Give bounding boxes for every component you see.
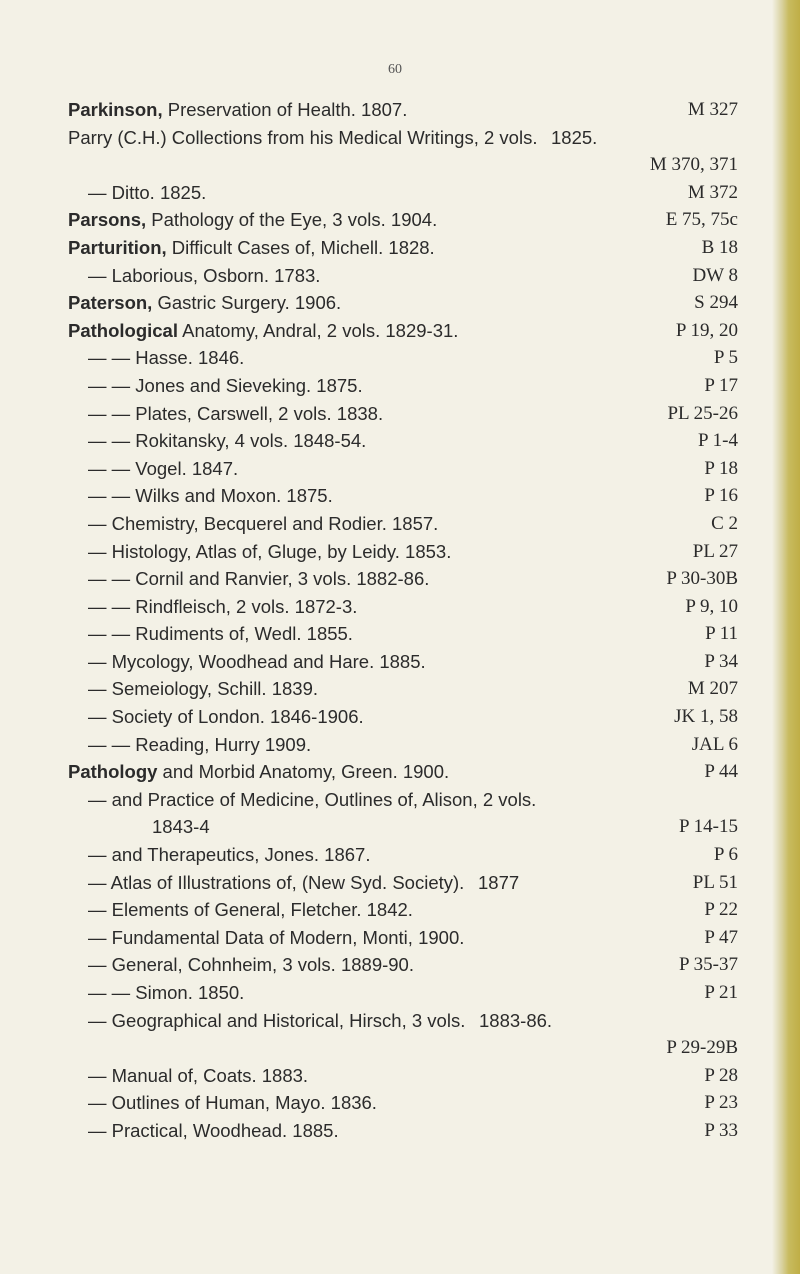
entry-body: — — Hasse. 1846.: [88, 347, 245, 369]
index-entry: [0, 1062, 790, 1090]
entry-heading: Parsons,: [68, 209, 147, 231]
entry-text: [88, 869, 464, 898]
entry-text: [88, 786, 536, 815]
entry-heading: Parturition,: [68, 236, 167, 258]
entry-text: [68, 96, 407, 125]
entry-body: — Manual of, Coats. 1883.: [88, 1064, 309, 1086]
entry-body: — General, Cohnheim, 3 vols. 1889-90.: [88, 954, 414, 976]
index-entry: [0, 96, 790, 124]
index-entry: [0, 179, 790, 207]
entry-body: — — Cornil and Ranvier, 3 vols. 1882-86.: [88, 568, 430, 590]
entry-shelfmark: P 29-29B: [666, 1037, 738, 1059]
index-entry: [0, 372, 790, 400]
entry-shelfmark: PL 25-26: [667, 402, 738, 424]
entry-text: [68, 206, 437, 235]
entry-text: [88, 179, 206, 208]
entry-text: [68, 124, 537, 153]
entry-shelfmark: M 327: [687, 99, 738, 120]
entry-body: — — Reading, Hurry 1909.: [88, 733, 312, 755]
index-entry: [0, 1089, 790, 1117]
index-entry: [0, 510, 790, 538]
entry-shelfmark: C 2: [711, 512, 738, 534]
entry-body: — Mycology, Woodhead and Hare. 1885.: [88, 650, 426, 672]
entry-shelfmark: P 30-30B: [666, 568, 738, 590]
entry-text: [88, 510, 438, 539]
index-entry: [0, 951, 790, 979]
entry-shelfmark: P 18: [704, 457, 738, 479]
entry-shelfmark: S 294: [694, 292, 738, 314]
entry-body: — Histology, Atlas of, Gluge, by Leidy. 1853.: [88, 540, 452, 562]
entry-text: [88, 620, 353, 649]
entry-shelfmark: M 207: [687, 678, 738, 700]
entry-shelfmark: PL 27: [692, 540, 738, 562]
entry-heading: Pathology: [68, 761, 158, 783]
entry-text: [68, 317, 458, 346]
entry-text: [68, 234, 435, 263]
index-entry: [0, 427, 790, 455]
index-entry: [0, 565, 790, 593]
entry-shelfmark: P 5: [713, 347, 738, 369]
entry-shelfmark: P 47: [704, 926, 738, 948]
entry-shelfmark: P 16: [704, 485, 738, 507]
entry-shelfmark: P 11: [705, 623, 738, 645]
entry-shelfmark: P 33: [704, 1119, 738, 1141]
index-entry: [0, 841, 790, 869]
entry-shelfmark: E 75, 75c: [665, 209, 738, 231]
entry-shelfmark: M 370, 371: [649, 154, 738, 176]
entry-shelfmark: P 22: [704, 899, 738, 921]
entry-shelfmark: M 372: [687, 181, 738, 203]
entry-text: [88, 896, 413, 925]
entry-text: [88, 538, 451, 567]
entry-text: [88, 703, 364, 732]
entry-shelfmark: P 9, 10: [685, 595, 738, 617]
index-entry: [0, 593, 790, 621]
index-entry: [0, 455, 790, 483]
entry-body: — Elements of General, Fletcher. 1842.: [88, 899, 413, 921]
entry-text: [88, 1089, 377, 1118]
entry-body: — — Jones and Sieveking. 1875.: [88, 374, 363, 396]
entry-shelfmark: P 1-4: [698, 430, 738, 452]
entry-body: — and Practice of Medicine, Outlines of, Alison, 2 vols.: [88, 788, 537, 810]
entry-shelfmark: P 14-15: [679, 816, 738, 838]
entry-body: — and Therapeutics, Jones. 1867.: [88, 844, 371, 866]
entry-text: [68, 289, 341, 318]
entry-body: Pathology of the Eye, 3 vols. 1904.: [146, 209, 438, 231]
index-entry: [0, 620, 790, 648]
index-entry: [0, 234, 790, 262]
index-entry: [0, 731, 790, 759]
entry-date: 1883-86.: [479, 1009, 553, 1031]
entry-body: — Chemistry, Becquerel and Rodier. 1857.: [88, 512, 439, 534]
entry-text: [88, 841, 370, 870]
entry-text: [88, 1117, 339, 1146]
index-entry: [0, 482, 790, 510]
index-entry: [0, 1007, 790, 1035]
entry-shelfmark: JAL 6: [691, 733, 738, 755]
entry-text: [88, 565, 429, 594]
entry-shelfmark: P 34: [704, 650, 738, 672]
entry-text: [88, 1007, 465, 1036]
entry-text: [88, 455, 238, 484]
entry-body: — — Rokitansky, 4 vols. 1848-54.: [88, 430, 367, 452]
index-entry: [0, 1117, 790, 1145]
entry-shelfmark: P 6: [713, 844, 738, 866]
entry-shelfmark: P 21: [704, 982, 738, 1003]
entry-body: Preservation of Health. 1807.: [162, 99, 408, 120]
index-entry: [0, 869, 790, 897]
index-entry: [0, 896, 790, 924]
index-entry: [0, 151, 790, 179]
entry-text: [88, 979, 244, 1008]
entry-body: — Atlas of Illustrations of, (New Syd. Society).: [88, 871, 465, 893]
index-entry: [0, 648, 790, 676]
entry-body: Anatomy, Andral, 2 vols. 1829-31.: [178, 319, 459, 341]
entry-body: — — Plates, Carswell, 2 vols. 1838.: [88, 402, 384, 424]
entry-text: [88, 648, 426, 677]
index-entry: [0, 538, 790, 566]
entry-body: — — Rindfleisch, 2 vols. 1872-3.: [88, 595, 358, 617]
index-entry: [0, 1034, 790, 1062]
entry-body: — Geographical and Historical, Hirsch, 3 vols.: [88, 1009, 466, 1031]
entry-text: [88, 924, 464, 953]
page-number: 60: [388, 62, 402, 77]
index-entry: [0, 924, 790, 952]
entry-heading: Pathological: [68, 319, 178, 341]
entry-body: — Society of London. 1846-1906.: [88, 706, 364, 728]
entry-body: and Morbid Anatomy, Green. 1900.: [157, 761, 450, 783]
entry-text: [88, 675, 318, 704]
entry-text: [88, 951, 414, 980]
entry-body: — — Rudiments of, Wedl. 1855.: [88, 623, 353, 645]
entry-body: — — Simon. 1850.: [88, 982, 245, 1003]
entry-text: [88, 344, 244, 373]
entry-shelfmark: PL 51: [692, 871, 738, 893]
entry-shelfmark: P 23: [704, 1092, 738, 1114]
index-entry: [0, 786, 790, 814]
entry-body: — — Wilks and Moxon. 1875.: [88, 485, 333, 507]
entry-body: — — Vogel. 1847.: [88, 457, 239, 479]
entry-shelfmark: DW 8: [692, 264, 738, 286]
index-entry: [0, 813, 790, 841]
entry-shelfmark: P 35-37: [679, 954, 738, 976]
entry-date: 1825.: [551, 126, 598, 148]
index-entry: [0, 344, 790, 372]
entry-body: — Laborious, Osborn. 1783.: [88, 264, 321, 286]
index-entry: [0, 400, 790, 428]
entry-body: Gastric Surgery. 1906.: [152, 292, 342, 314]
entry-text: [88, 482, 333, 511]
entry-shelfmark: JK 1, 58: [674, 706, 738, 728]
index-entry: [0, 206, 790, 234]
entry-shelfmark: P 17: [704, 374, 738, 396]
entry-body: — Ditto. 1825.: [88, 181, 207, 203]
entry-date: 1877: [478, 871, 520, 893]
entry-text: [68, 758, 449, 787]
index-entry: [0, 703, 790, 731]
entry-body: — Fundamental Data of Modern, Monti, 1900.: [88, 926, 465, 948]
index-entry: [0, 979, 790, 1007]
entry-body: Parry (C.H.) Collections from his Medical Writings, 2 vols.: [68, 126, 538, 148]
index-entry: [0, 675, 790, 703]
entry-text: [88, 262, 320, 291]
entry-text: [88, 400, 383, 429]
index-entry: [0, 317, 790, 345]
entry-text: [88, 1062, 308, 1091]
entry-heading: Parkinson,: [68, 99, 163, 120]
index-entry: [0, 758, 790, 786]
entry-shelfmark: P 44: [704, 761, 738, 783]
entry-body: Difficult Cases of, Michell. 1828.: [166, 236, 435, 258]
entry-heading: Paterson,: [68, 292, 153, 314]
entry-body: — Outlines of Human, Mayo. 1836.: [88, 1092, 377, 1114]
entry-body: 1843-4: [152, 816, 210, 838]
entry-body: — Practical, Woodhead. 1885.: [88, 1119, 339, 1141]
index-entry: [0, 289, 790, 317]
index-entries: [0, 96, 790, 1145]
index-entry: [0, 124, 790, 152]
entry-text: [88, 731, 311, 760]
entry-shelfmark: B 18: [701, 236, 738, 258]
index-entry: [0, 262, 790, 290]
entry-text: [152, 813, 210, 842]
entry-text: [88, 427, 366, 456]
entry-shelfmark: P 28: [704, 1064, 738, 1086]
entry-text: [88, 593, 357, 622]
entry-text: [88, 372, 363, 401]
entry-shelfmark: P 19, 20: [675, 319, 738, 341]
entry-body: — Semeiology, Schill. 1839.: [88, 678, 318, 700]
